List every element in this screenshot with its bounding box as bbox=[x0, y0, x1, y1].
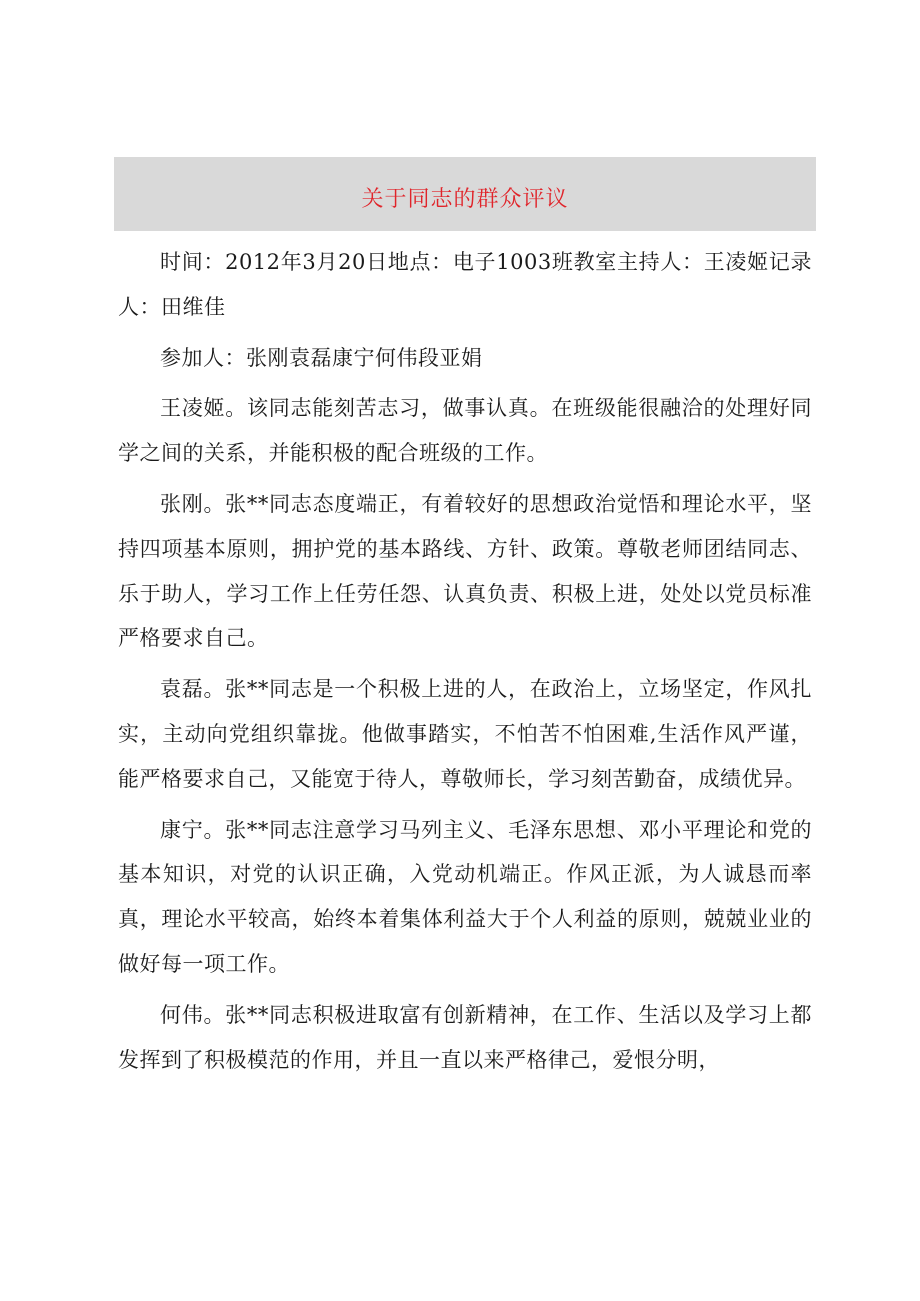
document-title: 关于同志的群众评议 bbox=[361, 186, 569, 212]
paragraph-comment-kang: 康宁。张**同志注意学习马列主义、毛泽东思想、邓小平理论和党的基本知识，对党的认识正确，入党动机端正。作风正派，为人诚恳而率真，理论水平较高，始终本着集体利益大于个人利益的原则，兢兢业业的做好每一项工作。 bbox=[118, 817, 812, 976]
paragraph-comment-zhang: 张刚。张**同志态度端正，有着较好的思想政治觉悟和理论水平，坚持四项基本原则，拥护党的基本路线、方针、政策。尊敬老师团结同志、乐于助人，学习工作上任劳任怨、认真负责、积极上进，处处以党员标准严格要求自己。 bbox=[118, 491, 812, 651]
title-band bbox=[114, 157, 816, 231]
paragraph-participants: 参加人：张刚袁磊康宁何伟段亚娟 bbox=[160, 345, 483, 370]
paragraph-comment-he: 何伟。张**同志积极进取富有创新精神，在工作、生活以及学习上都发挥到了积极模范的作用，并且一直以来严格律己，爱恨分明， bbox=[118, 1002, 812, 1072]
paragraph-comment-wang: 王凌姬。该同志能刻苦志习，做事认真。在班级能很融洽的处理好同学之间的关系，并能积极的配合班级的工作。 bbox=[118, 396, 812, 466]
paragraph-comment-yuan: 袁磊。张**同志是一个积极上进的人，在政治上，立场坚定，作风扎实，主动向党组织靠拢。他做事踏实，不怕苦不怕困难,生活作风严谨，能严格要求自己，又能宽于待人，尊敬师长，学习刻苦勤奋，成绩优异。 bbox=[118, 677, 812, 791]
document-body bbox=[118, 240, 812, 1082]
paragraph-meeting-info: 时间：2012年3月20日地点：电子1003班教室主持人：王凌姬记录人：田维佳 bbox=[118, 250, 812, 319]
